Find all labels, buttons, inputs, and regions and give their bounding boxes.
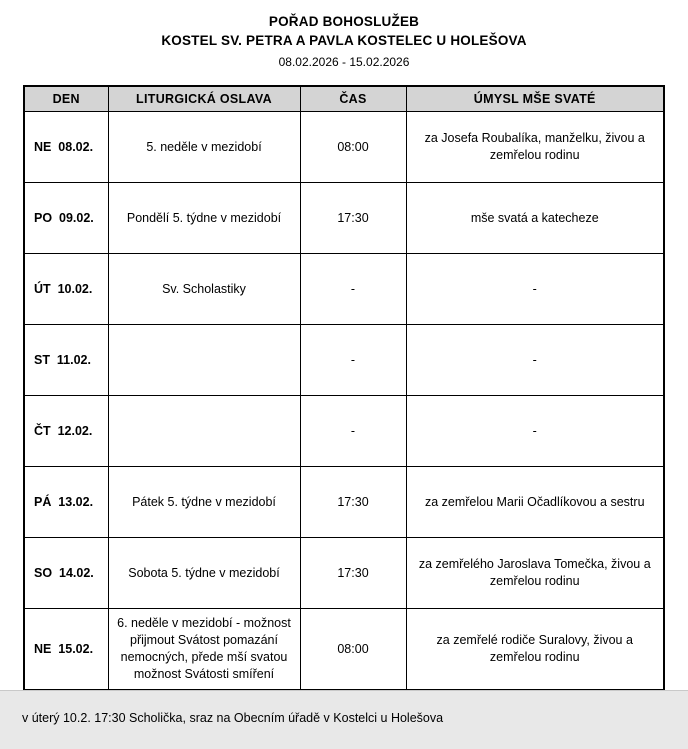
table-row — [24, 325, 664, 396]
cell-feast — [108, 325, 300, 396]
cell-intention: za zemřelého Jaroslava Tomečka, živou a zemřelou rodinu — [406, 538, 664, 609]
document-header — [0, 0, 688, 72]
column-header-liturgical-celebration: LITURGICKÁ OSLAVA — [108, 86, 300, 112]
cell-day: ÚT 10.02. — [24, 254, 108, 325]
footer-bar — [0, 690, 688, 749]
cell-day: PO 09.02. — [24, 183, 108, 254]
cell-intention: - — [406, 254, 664, 325]
cell-time: 08:00 — [300, 609, 406, 691]
cell-time: - — [300, 396, 406, 467]
table-row — [24, 396, 664, 467]
cell-feast: Sv. Scholastiky — [108, 254, 300, 325]
column-header-time: ČAS — [300, 86, 406, 112]
table-row — [24, 112, 664, 183]
cell-time: 17:30 — [300, 183, 406, 254]
cell-feast: 5. neděle v mezidobí — [108, 112, 300, 183]
table-header-row — [24, 86, 664, 112]
cell-day: NE 15.02. — [24, 609, 108, 691]
document-subtitle: KOSTEL SV. PETRA A PAVLA KOSTELEC U HOLEŠOVA — [161, 33, 527, 48]
cell-time: 17:30 — [300, 467, 406, 538]
cell-feast: Pátek 5. týdne v mezidobí — [108, 467, 300, 538]
table-row — [24, 183, 664, 254]
column-header-mass-intention: ÚMYSL MŠE SVATÉ — [406, 86, 664, 112]
cell-day: NE 08.02. — [24, 112, 108, 183]
cell-time: - — [300, 254, 406, 325]
document-title: POŘAD BOHOSLUŽEB — [268, 14, 420, 29]
cell-feast — [108, 396, 300, 467]
cell-day: PÁ 13.02. — [24, 467, 108, 538]
schedule-table — [23, 85, 665, 691]
table-row — [24, 538, 664, 609]
table-row — [24, 254, 664, 325]
table-row — [24, 609, 664, 691]
cell-intention: - — [406, 396, 664, 467]
schedule-table-wrapper — [23, 85, 665, 691]
cell-intention: za zemřelou Marii Očadlíkovou a sestru — [406, 467, 664, 538]
cell-day: ST 11.02. — [24, 325, 108, 396]
cell-day: SO 14.02. — [24, 538, 108, 609]
cell-time: - — [300, 325, 406, 396]
cell-feast: Sobota 5. týdne v mezidobí — [108, 538, 300, 609]
cell-time: 08:00 — [300, 112, 406, 183]
cell-intention: za zemřelé rodiče Suralovy, živou a zemřelou rodinu — [406, 609, 664, 691]
cell-intention: - — [406, 325, 664, 396]
cell-feast: 6. neděle v mezidobí - možnost přijmout Svátost pomazání nemocných, přede mší svatou možnost Svátosti smíření — [108, 609, 300, 691]
column-header-day: DEN — [24, 86, 108, 112]
cell-time: 17:30 — [300, 538, 406, 609]
cell-intention: za Josefa Roubalíka, manželku, živou a zemřelou rodinu — [406, 112, 664, 183]
cell-day: ČT 12.02. — [24, 396, 108, 467]
cell-feast: Pondělí 5. týdne v mezidobí — [108, 183, 300, 254]
cell-intention: mše svatá a katecheze — [406, 183, 664, 254]
document-date-range: 08.02.2026 - 15.02.2026 — [278, 55, 410, 69]
footer-note: v úterý 10.2. 17:30 Scholička, sraz na Obecním úřadě v Kostelci u Holešova — [22, 711, 444, 725]
table-row — [24, 467, 664, 538]
